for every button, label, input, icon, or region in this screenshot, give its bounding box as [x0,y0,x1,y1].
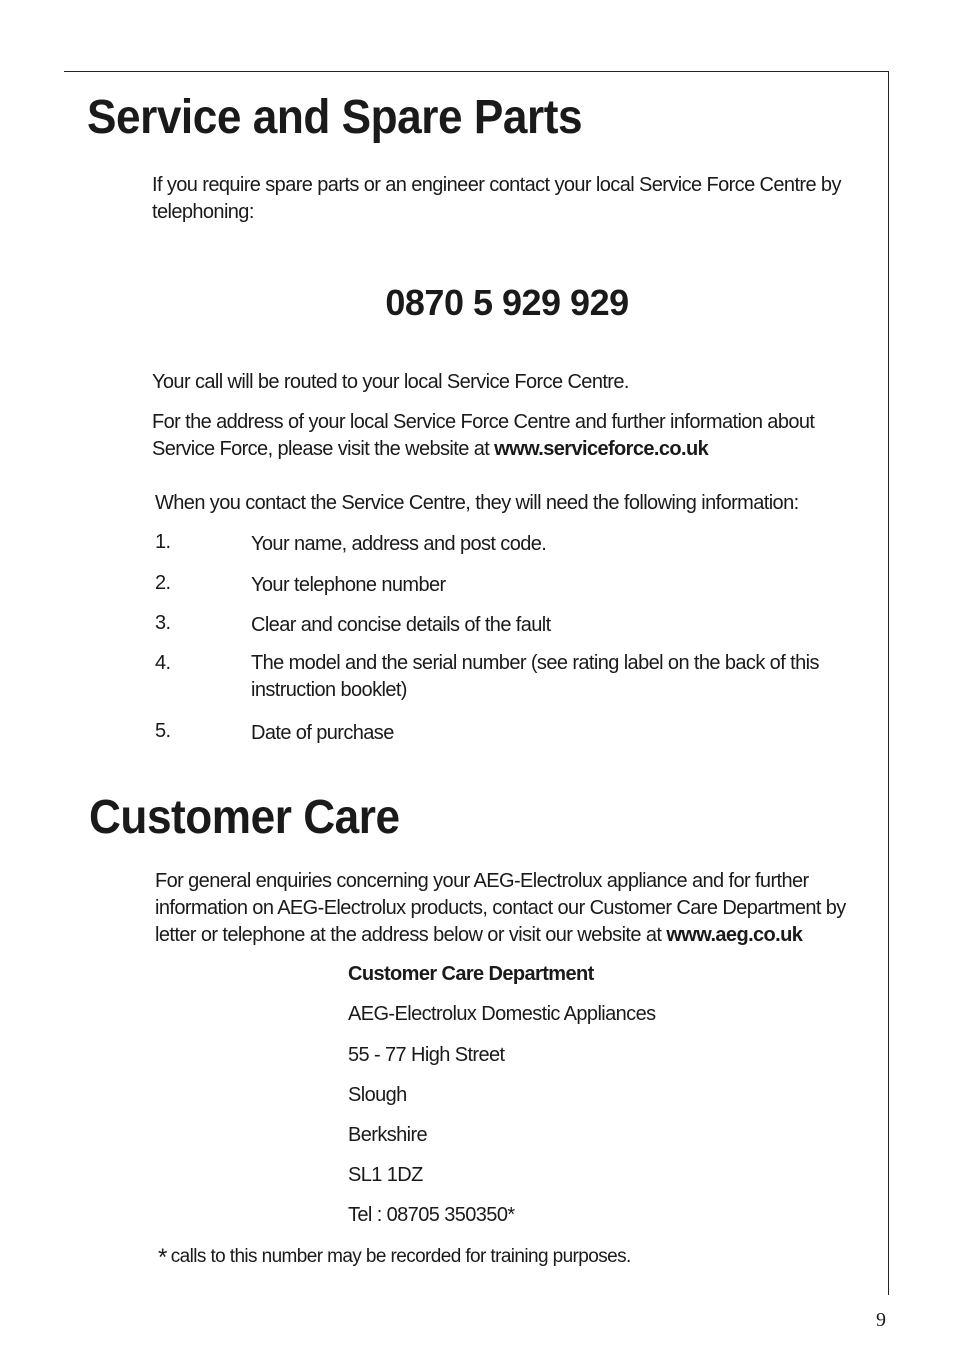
address-street: 55 - 77 High Street [348,1044,505,1066]
address-company: AEG-Electrolux Domestic Appliances [348,1003,656,1025]
address-info-text: For the address of your local Service Force Centre and further information about Service Force, please visit the website at [152,411,815,460]
routed-text: Your call will be routed to your local Service Force Centre. [152,371,629,393]
address-postcode: SL1 1DZ [348,1164,423,1186]
right-rule [888,71,889,1295]
service-intro: If you require spare parts or an engineer contact your local Service Force Centre by telephoning: [152,174,841,223]
customer-care-heading: Customer Care [89,791,400,844]
address-info-paragraph [152,409,852,463]
list-item: Date of purchase [251,722,394,744]
address-town: Slough [348,1084,407,1106]
address-department: Customer Care Department [348,963,594,985]
footnote [158,1241,631,1269]
list-item: Your name, address and post code. [251,533,547,555]
list-item-number: 3. [155,612,171,634]
footnote-asterisk: * [158,1244,167,1271]
service-phone-number: 0870 5 929 929 [385,282,629,323]
service-heading: Service and Spare Parts [87,91,583,144]
customer-care-intro-text: For general enquiries concerning your AEG-Electrolux appliance and for further information on AEG-Electrolux products, contact our Customer Care Department by letter or telephone at the address below or visit our website at [155,870,846,946]
footnote-text: calls to this number may be recorded for training purposes. [170,1246,631,1267]
serviceforce-website-link[interactable]: www.serviceforce.co.uk [494,438,709,460]
list-item: The model and the serial number (see rating label on the back of this instruction booklet) [251,652,819,701]
aeg-website-link[interactable]: www.aeg.co.uk [666,924,803,946]
list-item-number: 1. [155,531,171,553]
list-item-number: 5. [155,720,171,742]
list-item-number: 4. [155,652,171,674]
list-item-number: 2. [155,572,171,594]
needs-intro: When you contact the Service Centre, they will need the following information: [155,492,799,514]
customer-care-intro [155,868,855,949]
page-number: 9 [876,1309,886,1331]
list-item: Your telephone number [251,574,446,596]
address-telephone: Tel : 08705 350350* [348,1204,515,1226]
address-county: Berkshire [348,1124,428,1146]
top-rule [64,71,889,72]
list-item: Clear and concise details of the fault [251,614,551,636]
